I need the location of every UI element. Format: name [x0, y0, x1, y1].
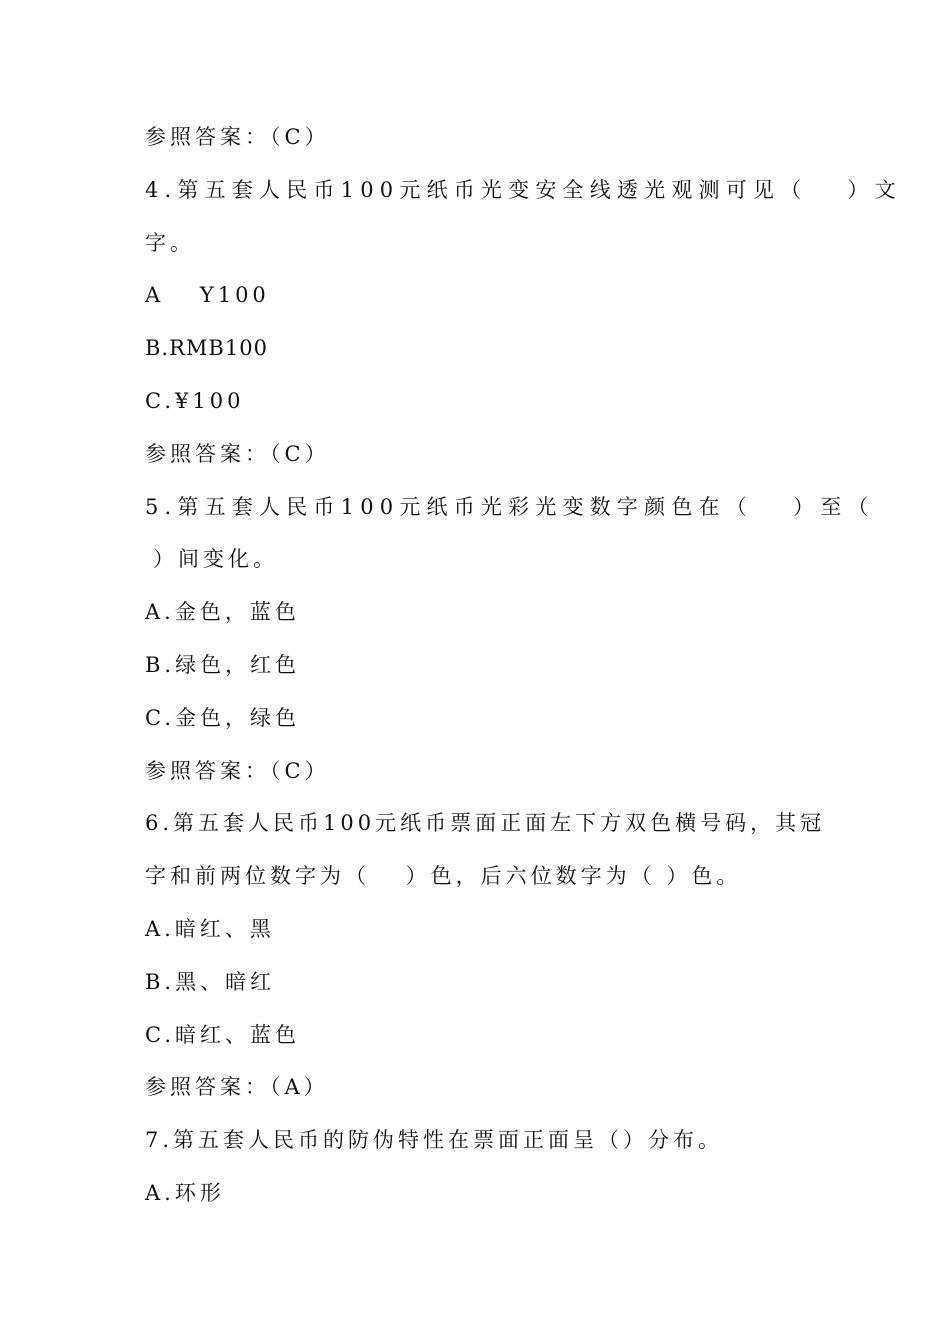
- option-a: A.暗红、黑: [145, 916, 275, 941]
- answer-line: 参照答案：（C）: [145, 758, 330, 783]
- question-7-text: 7.第五套人民币的防伪特性在票面正面呈（）分布。: [145, 1128, 724, 1153]
- option-c: C.暗红、蓝色: [145, 1022, 300, 1047]
- question-5-text-cont: ）间变化。: [153, 547, 278, 572]
- answer-line: 参照答案：（C）: [145, 125, 330, 149]
- option-a: A Y100: [145, 283, 270, 308]
- option-b: B.绿色，红色: [145, 652, 301, 677]
- question-6-text-cont: 字和前两位数字为（ ）色，后六位数字为（ ）色。: [145, 864, 742, 889]
- document-body: [145, 118, 902, 1227]
- answer-line: 参照答案：（C）: [145, 441, 330, 466]
- option-c: C.¥100: [145, 388, 245, 413]
- option-b: B.RMB100: [145, 336, 268, 361]
- question-4-text: 4.第五套人民币100元纸币光变安全线透光观测可见（ ）文: [145, 177, 902, 202]
- question-6-text: 6.第五套人民币100元纸币票面正面左下方双色横号码，其冠: [145, 811, 826, 836]
- answer-line: 参照答案：（A）: [145, 1075, 329, 1100]
- option-a: A.环形: [145, 1180, 225, 1205]
- option-c: C.金色，绿色: [145, 705, 300, 730]
- question-4-text-cont: 字。: [145, 230, 195, 255]
- option-b: B.黑、暗红: [145, 969, 276, 994]
- question-5-text: 5.第五套人民币100元纸币光彩光变数字颜色在（ ）至（: [145, 494, 875, 519]
- option-a: A.金色，蓝色: [145, 600, 300, 625]
